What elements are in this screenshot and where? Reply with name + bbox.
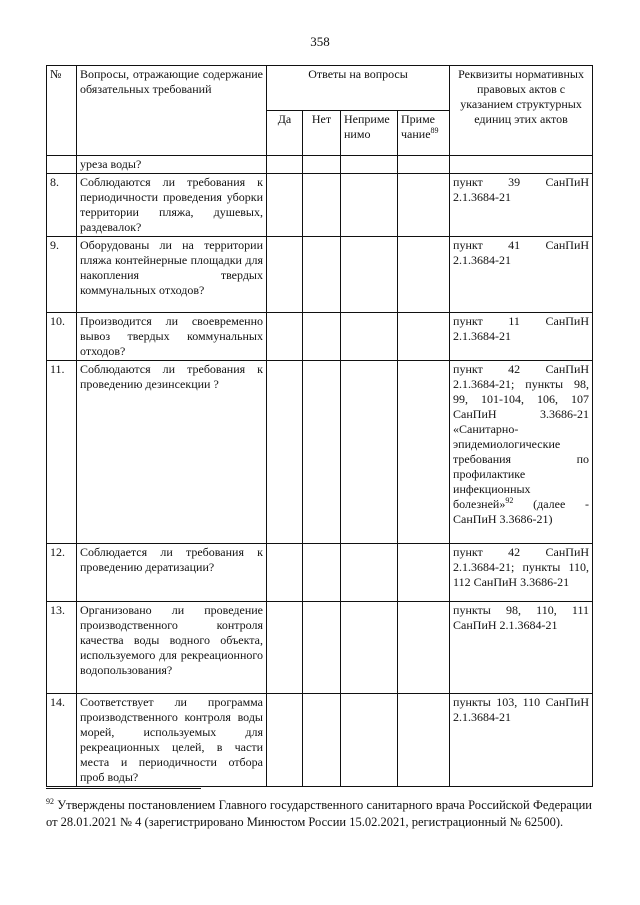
answer-no-cell[interactable] bbox=[303, 237, 341, 313]
footnote-mark: 92 bbox=[46, 796, 54, 806]
footnote-separator bbox=[46, 788, 201, 789]
answer-yes-cell[interactable] bbox=[267, 361, 303, 544]
answer-na-cell[interactable] bbox=[341, 544, 398, 602]
answer-na-cell[interactable] bbox=[341, 361, 398, 544]
row-num: 14. bbox=[47, 694, 77, 787]
row-question: Соблюдаются ли требования к проведению дезинсекции ? bbox=[77, 361, 267, 544]
row-question: Оборудованы ли на территории пляжа контейнерные площадки для накопления твердых коммунальных отходов? bbox=[77, 237, 267, 313]
header-note: Приме чание$^{89}$ bbox=[398, 111, 450, 156]
answer-no-cell[interactable] bbox=[303, 313, 341, 361]
table-row bbox=[47, 602, 593, 694]
answer-na-cell[interactable] bbox=[341, 237, 398, 313]
header-num: № bbox=[47, 66, 77, 156]
row-requisites: пункты 98, 110, 111 СанПиН 2.1.3684-21 bbox=[450, 602, 593, 694]
footnote-ref-92: 92 bbox=[505, 496, 514, 505]
answer-note-cell[interactable] bbox=[398, 237, 450, 313]
answer-note-cell[interactable] bbox=[398, 602, 450, 694]
row-requisites: пункт 11 СанПиН 2.1.3684-21 bbox=[450, 313, 593, 361]
answer-note-cell[interactable] bbox=[398, 361, 450, 544]
header-question: Вопросы, отражающие содержание обязательных требований bbox=[77, 66, 267, 156]
table-row bbox=[47, 694, 593, 787]
answer-na-cell[interactable] bbox=[341, 602, 398, 694]
table-row bbox=[47, 174, 593, 237]
header-row bbox=[47, 66, 593, 111]
footnote-text: Утверждены постановлением Главного государственного санитарного врача Российской Федерации от 28.01.2021 № 4 (зарегистрировано Минюстом России 15.02.2021, регистрационный № 62500). bbox=[46, 798, 592, 829]
answer-note-cell[interactable] bbox=[398, 174, 450, 237]
answer-na-cell[interactable] bbox=[341, 174, 398, 237]
answer-yes-cell[interactable] bbox=[267, 544, 303, 602]
header-answers: Ответы на вопросы bbox=[267, 66, 450, 111]
row-requisites: пункт 42 СанПиН 2.1.3684-21; пункты 110, 112 СанПиН 3.3686-21 bbox=[450, 544, 593, 602]
table-row-continuation bbox=[47, 156, 593, 174]
row-num: 13. bbox=[47, 602, 77, 694]
answer-na-cell[interactable] bbox=[341, 694, 398, 787]
row-requisites: пункты 103, 110 СанПиН 2.1.3684-21 bbox=[450, 694, 593, 787]
answer-note-cell[interactable] bbox=[398, 544, 450, 602]
answer-yes-cell[interactable] bbox=[267, 174, 303, 237]
answer-no-cell[interactable] bbox=[303, 156, 341, 174]
answer-yes-cell[interactable] bbox=[267, 313, 303, 361]
answer-no-cell[interactable] bbox=[303, 174, 341, 237]
answer-yes-cell[interactable] bbox=[267, 237, 303, 313]
table-row bbox=[47, 313, 593, 361]
row-num bbox=[47, 156, 77, 174]
table-row bbox=[47, 237, 593, 313]
header-yes: Да bbox=[267, 111, 303, 156]
answer-yes-cell[interactable] bbox=[267, 156, 303, 174]
answer-no-cell[interactable] bbox=[303, 694, 341, 787]
requirements-checklist-table bbox=[46, 65, 593, 787]
row-requisites: пункт 41 СанПиН 2.1.3684-21 bbox=[450, 237, 593, 313]
row-num: 11. bbox=[47, 361, 77, 544]
row-question: Соответствует ли программа производственного контроля воды морей, используемых для рекреационных целей, в части места и периодичности отбора проб воды? bbox=[77, 694, 267, 787]
row-question: уреза воды? bbox=[77, 156, 267, 174]
header-requisites: Реквизиты нормативных правовых актов с указанием структурных единиц этих актов bbox=[450, 66, 593, 156]
answer-na-cell[interactable] bbox=[341, 156, 398, 174]
footnote-92 bbox=[46, 797, 592, 831]
table-row bbox=[47, 361, 593, 544]
row-requisites: пункт 42 СанПиН 2.1.3684-21; пункты 98, 99, 101-104, 106, 107 СанПиН 3.3686-21 «Санитарно-эпидемиологические требования по профилактике инфекционных болезней»$^{92}$ (далее - СанПиН 3.3686-21) bbox=[450, 361, 593, 544]
answer-no-cell[interactable] bbox=[303, 544, 341, 602]
answer-na-cell[interactable] bbox=[341, 313, 398, 361]
row-num: 8. bbox=[47, 174, 77, 237]
answer-yes-cell[interactable] bbox=[267, 602, 303, 694]
header-not-applicable: Неприме нимо bbox=[341, 111, 398, 156]
row-question: Организовано ли проведение производственного контроля качества воды водного объекта, используемого для рекреационного водопользования? bbox=[77, 602, 267, 694]
row-question: Соблюдается ли требования к проведению дератизации? bbox=[77, 544, 267, 602]
table-row bbox=[47, 544, 593, 602]
answer-no-cell[interactable] bbox=[303, 602, 341, 694]
row-num: 12. bbox=[47, 544, 77, 602]
answer-note-cell[interactable] bbox=[398, 694, 450, 787]
answer-yes-cell[interactable] bbox=[267, 694, 303, 787]
header-no: Нет bbox=[303, 111, 341, 156]
row-requisites bbox=[450, 156, 593, 174]
footnote-ref-89: 89 bbox=[430, 126, 439, 135]
row-num: 10. bbox=[47, 313, 77, 361]
answer-note-cell[interactable] bbox=[398, 156, 450, 174]
row-question: Соблюдаются ли требования к периодичности проведения уборки территории пляжа, душевых, раздевалок? bbox=[77, 174, 267, 237]
row-question: Производится ли своевременно вывоз твердых коммунальных отходов? bbox=[77, 313, 267, 361]
row-num: 9. bbox=[47, 237, 77, 313]
answer-no-cell[interactable] bbox=[303, 361, 341, 544]
row-requisites: пункт 39 СанПиН 2.1.3684-21 bbox=[450, 174, 593, 237]
answer-note-cell[interactable] bbox=[398, 313, 450, 361]
page-number: 358 bbox=[310, 34, 330, 49]
